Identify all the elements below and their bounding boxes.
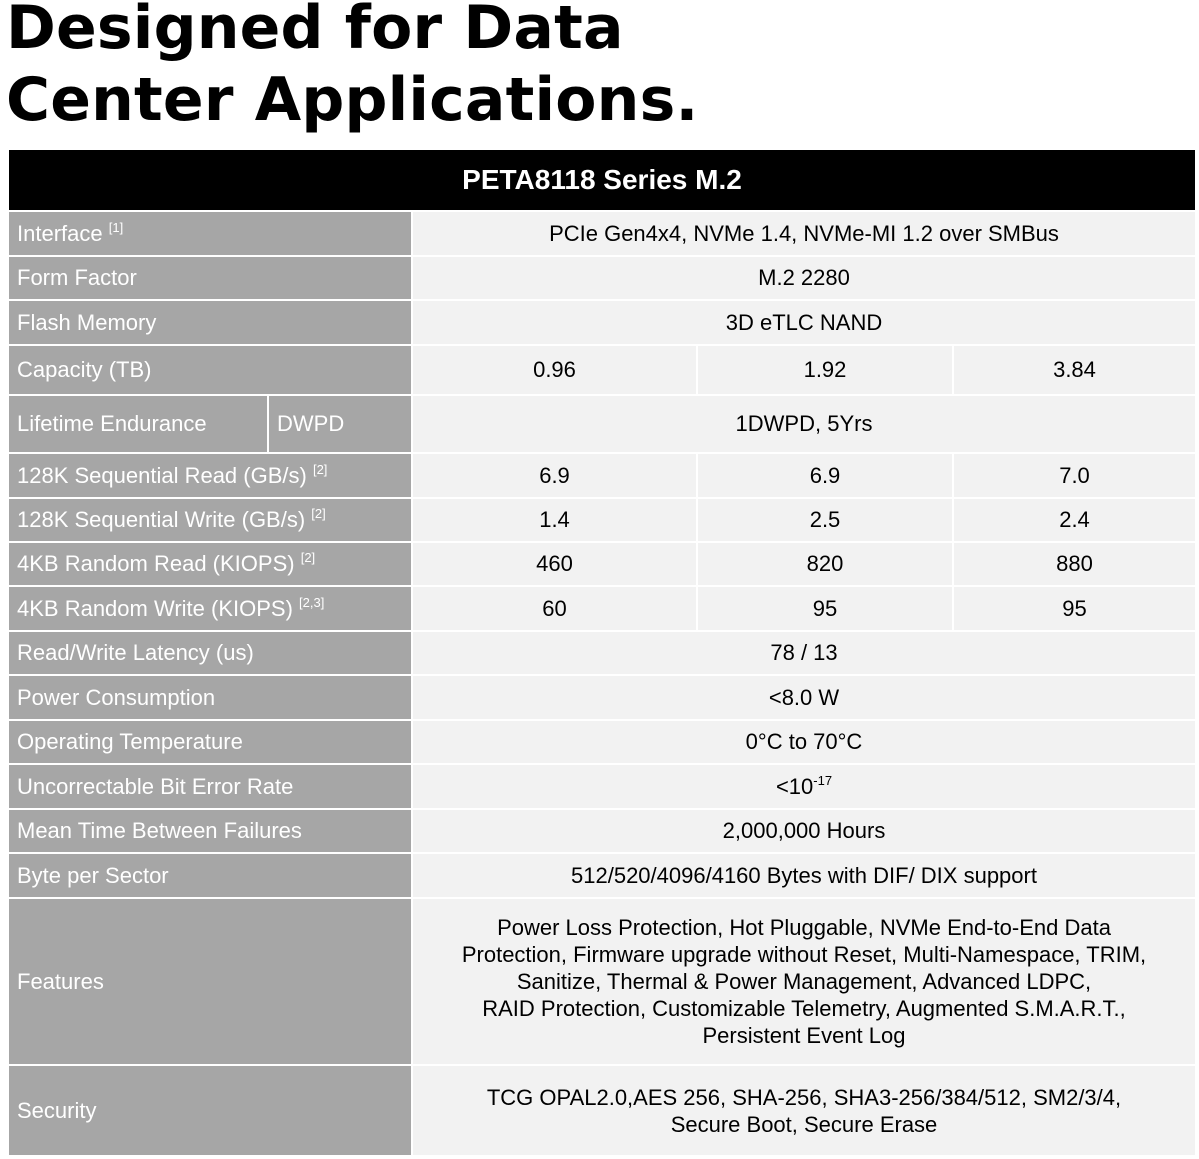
table-row-mtbf — [8, 809, 1196, 853]
rand-read-value-3: 880 — [953, 542, 1196, 586]
capacity-value-1: 0.96 — [412, 345, 697, 395]
row-value: 1DWPD, 5Yrs — [412, 395, 1196, 453]
features-line: RAID Protection, Customizable Telemetry, Augmented S.M.A.R.T., — [482, 996, 1126, 1021]
security-line: Secure Boot, Secure Erase — [670, 1111, 938, 1137]
row-value: 3D eTLC NAND — [412, 300, 1196, 345]
row-label: Byte per Sector — [8, 853, 412, 898]
table-title: PETA8118 Series M.2 — [8, 149, 1196, 211]
row-label: Operating Temperature — [8, 720, 412, 764]
footnote-ref: [2] — [300, 550, 316, 565]
row-label: Lifetime Endurance — [8, 395, 268, 453]
table-row-interface — [8, 211, 1196, 256]
heading-line-1: Designed for Data — [6, 0, 624, 63]
table-row-sector — [8, 853, 1196, 898]
footnote-ref: [2] — [311, 506, 326, 521]
capacity-value-2: 1.92 — [697, 345, 953, 395]
table-row-features — [8, 898, 1196, 1065]
rand-write-value-3: 95 — [953, 586, 1196, 631]
table-row-security — [8, 1065, 1196, 1156]
row-label: Capacity (TB) — [8, 345, 412, 395]
heading-line-2: Center Applications. — [6, 65, 699, 135]
row-label: Mean Time Between Failures — [8, 809, 412, 853]
table-row-rand-read — [8, 542, 1196, 586]
table-row-temperature — [8, 720, 1196, 764]
security-value — [412, 1065, 1196, 1156]
table-row-power — [8, 675, 1196, 720]
rand-write-value-2: 95 — [697, 586, 953, 631]
table-row-rand-write — [8, 586, 1196, 631]
features-value — [412, 898, 1196, 1065]
table-row-flash-memory — [8, 300, 1196, 345]
row-label: Power Consumption — [8, 675, 412, 720]
spec-table — [7, 148, 1197, 1157]
row-label: Read/Write Latency (us) — [8, 631, 412, 675]
table-row-uber — [8, 764, 1196, 809]
seq-write-value-1: 1.4 — [412, 498, 697, 542]
seq-read-value-3: 7.0 — [953, 453, 1196, 498]
footnote-ref: [2,3] — [299, 594, 325, 610]
table-row-form-factor — [8, 256, 1196, 300]
features-line: Sanitize, Thermal & Power Management, Advanced LDPC, — [516, 969, 1092, 994]
rand-read-value-2: 820 — [697, 542, 953, 586]
table-row-seq-write — [8, 498, 1196, 542]
row-value: <8.0 W — [412, 675, 1196, 720]
row-value: 512/520/4096/4160 Bytes with DIF/ DIX support — [412, 853, 1196, 898]
table-title-row — [8, 149, 1196, 211]
row-label: Interface [1] — [8, 211, 412, 256]
seq-read-value-1: 6.9 — [412, 453, 697, 498]
row-value: 78 / 13 — [412, 631, 1196, 675]
row-label: Flash Memory — [8, 300, 412, 345]
capacity-value-3: 3.84 — [953, 345, 1196, 395]
row-value: 0°C to 70°C — [412, 720, 1196, 764]
features-line: Power Loss Protection, Hot Pluggable, NVMe End-to-End Data — [497, 915, 1111, 940]
row-label: Security — [8, 1065, 412, 1156]
table-row-capacity — [8, 345, 1196, 395]
exponent: -17 — [813, 772, 833, 788]
row-label: Form Factor — [8, 256, 412, 300]
row-sublabel: DWPD — [268, 395, 412, 453]
security-line: TCG OPAL2.0,AES 256, SHA-256, SHA3-256/384/512, SM2/3/4, — [486, 1084, 1122, 1110]
row-label: Uncorrectable Bit Error Rate — [8, 764, 412, 809]
row-value: M.2 2280 — [412, 256, 1196, 300]
seq-read-value-2: 6.9 — [697, 453, 953, 498]
row-label: 4KB Random Write (KIOPS) [2,3] — [8, 586, 412, 631]
table-row-latency — [8, 631, 1196, 675]
rand-read-value-1: 460 — [412, 542, 697, 586]
footnote-ref: [2] — [312, 461, 328, 477]
row-value: 2,000,000 Hours — [412, 809, 1196, 853]
row-label: 128K Sequential Read (GB/s) [2] — [8, 453, 412, 498]
seq-write-value-2: 2.5 — [697, 498, 953, 542]
table-row-endurance — [8, 395, 1196, 453]
row-value: $<10^{-17}$ — [412, 764, 1196, 809]
features-line: Persistent Event Log — [702, 1023, 906, 1048]
seq-write-value-3: 2.4 — [953, 498, 1196, 542]
page-heading — [6, 0, 699, 136]
rand-write-value-1: 60 — [412, 586, 697, 631]
row-value: PCIe Gen4x4, NVMe 1.4, NVMe-MI 1.2 over SMBus — [412, 211, 1196, 256]
features-line: Protection, Firmware upgrade without Reset, Multi-Namespace, TRIM, — [461, 942, 1147, 967]
row-label: Features — [8, 898, 412, 1065]
row-label: 4KB Random Read (KIOPS) [2] — [8, 542, 412, 586]
footnote-ref: [1] — [108, 219, 124, 235]
row-label: 128K Sequential Write (GB/s) [2] — [8, 498, 412, 542]
table-row-seq-read — [8, 453, 1196, 498]
